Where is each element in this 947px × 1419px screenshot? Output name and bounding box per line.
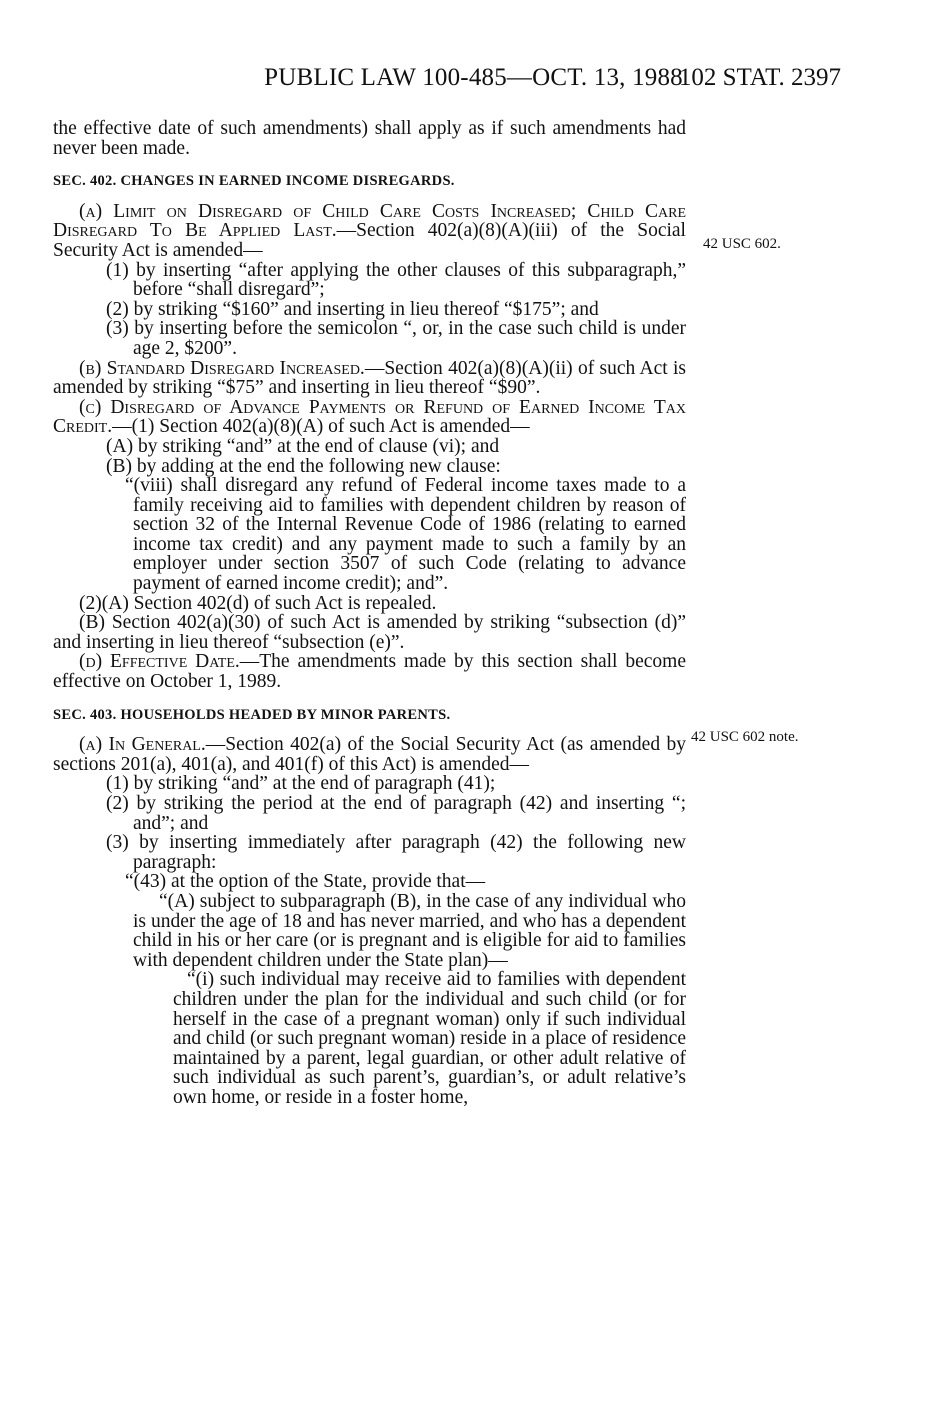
clause-402-c-B: (B) by adding at the end the following new clause: [106, 455, 501, 477]
subsection-402-d [53, 652, 686, 691]
subsection-402-b-heading: (b) Standard Disregard Increased. [79, 357, 365, 379]
margin-note-usc-602-note: 42 USC 602 note. [691, 729, 799, 745]
clause-402-c-2B: (B) Section 402(a)(30) of such Act is amended by striking “subsection (d)” and inserting in lieu thereof “subsection (e)”. [53, 612, 686, 653]
subsection-403-a [53, 735, 686, 774]
clause-402-c-A: (A) by striking “and” at the end of clause (vi); and [106, 435, 500, 457]
subsection-402-c-heading: (c) Disregard of Advance Payments or Refund of Earned Income Tax Credit. [53, 396, 686, 438]
clause-402-c-2A: (2)(A) Section 402(d) of such Act is repealed. [79, 592, 437, 614]
clause-402-a-3: (3) by inserting before the semicolon “, or, in the case such child is under age 2, $200”. [106, 318, 686, 359]
paragraph-43: “(43) at the option of the State, provide that— [125, 871, 486, 893]
clause-402-a-2: (2) by striking “$160” and inserting in lieu thereof “$175”; and [106, 298, 599, 320]
subsection-402-a [53, 202, 686, 261]
subsection-402-c-text: —(1) Section 402(a)(8)(A) of such Act is amended— [112, 416, 530, 438]
subsection-402-d-text: —The amendments made by this section shall become effective on October 1, 1989. [53, 651, 686, 693]
subsection-402-b-text: —Section 402(a)(8)(A)(ii) of such Act is amended by striking “$75” and inserting in lieu thereof “$90”. [53, 357, 686, 399]
subsection-402-d-heading: (d) Effective Date. [79, 651, 240, 673]
subsection-402-a-text: —Section 402(a)(8)(A)(iii) of the Social Security Act is amended— [53, 220, 686, 261]
paragraph-43-A: “(A) subject to subparagraph (B), in the case of any individual who is under the age of 18 and has never married, and who has a dependent child in his or her care (or is pregnant and is eligible for aid to families with dependent children under the State plan)— [133, 890, 686, 971]
clause-403-a-3: (3) by inserting immediately after paragraph (42) the following new paragraph: [106, 832, 686, 873]
paragraph-continuation: the effective date of such amendments) shall apply as if such amendments had never been made. [53, 118, 686, 159]
paragraph-43-A-i: “(i) such individual may receive aid to families with dependent children under the plan for the individual and such child (or for herself in the case of a pregnant woman) only if such individual and child (or such pregnant woman) reside in a place of residence maintained by a parent, legal guardian, or other adult relative of such individual as such parent’s, guardian’s, or adult relative’s own home, or reside in a foster home, [173, 969, 686, 1108]
subsection-402-b [53, 359, 686, 398]
subsection-402-a-heading: (a) Limit on Disregard of Child Care Costs Increased; Child Care Disregard To Be Applied Last. [53, 200, 686, 242]
statute-page-number: 102 STAT. 2397 [678, 64, 841, 91]
section-403-heading: SEC. 403. HOUSEHOLDS HEADED BY MINOR PARENTS. [53, 706, 451, 723]
section-402-heading: SEC. 402. CHANGES IN EARNED INCOME DISREGARDS. [53, 173, 455, 190]
body-text [53, 119, 686, 1108]
clause-402-a-1: (1) by inserting “after applying the other clauses of this subparagraph,” before “shall disregard”; [106, 259, 686, 301]
clause-403-a-2: (2) by striking the period at the end of paragraph (42) and inserting “; and”; and [106, 793, 686, 834]
subsection-403-a-heading: (a) In General. [79, 734, 206, 756]
clause-403-a-1: (1) by striking “and” at the end of paragraph (41); [106, 773, 496, 795]
subsection-403-a-text: —Section 402(a) of the Social Security Act (as amended by sections 201(a), 401(a), and 401(f) of this Act) is amended— [53, 734, 687, 775]
subsection-402-c [53, 398, 686, 437]
running-header-title: PUBLIC LAW 100-485—OCT. 13, 1988 [264, 64, 683, 91]
margin-note-usc-602: 42 USC 602. [703, 236, 781, 252]
clause-402-c-viii: “(viii) shall disregard any refund of Federal income taxes made to a family receiving aid to families with dependent children by reason of section 32 of the Internal Revenue Code of 1986 (relating to earned income tax credit) and any payment made to such a family by an employer under section 3507 of such Code (relating to advance payment of earned income credit); and”. [125, 475, 686, 595]
